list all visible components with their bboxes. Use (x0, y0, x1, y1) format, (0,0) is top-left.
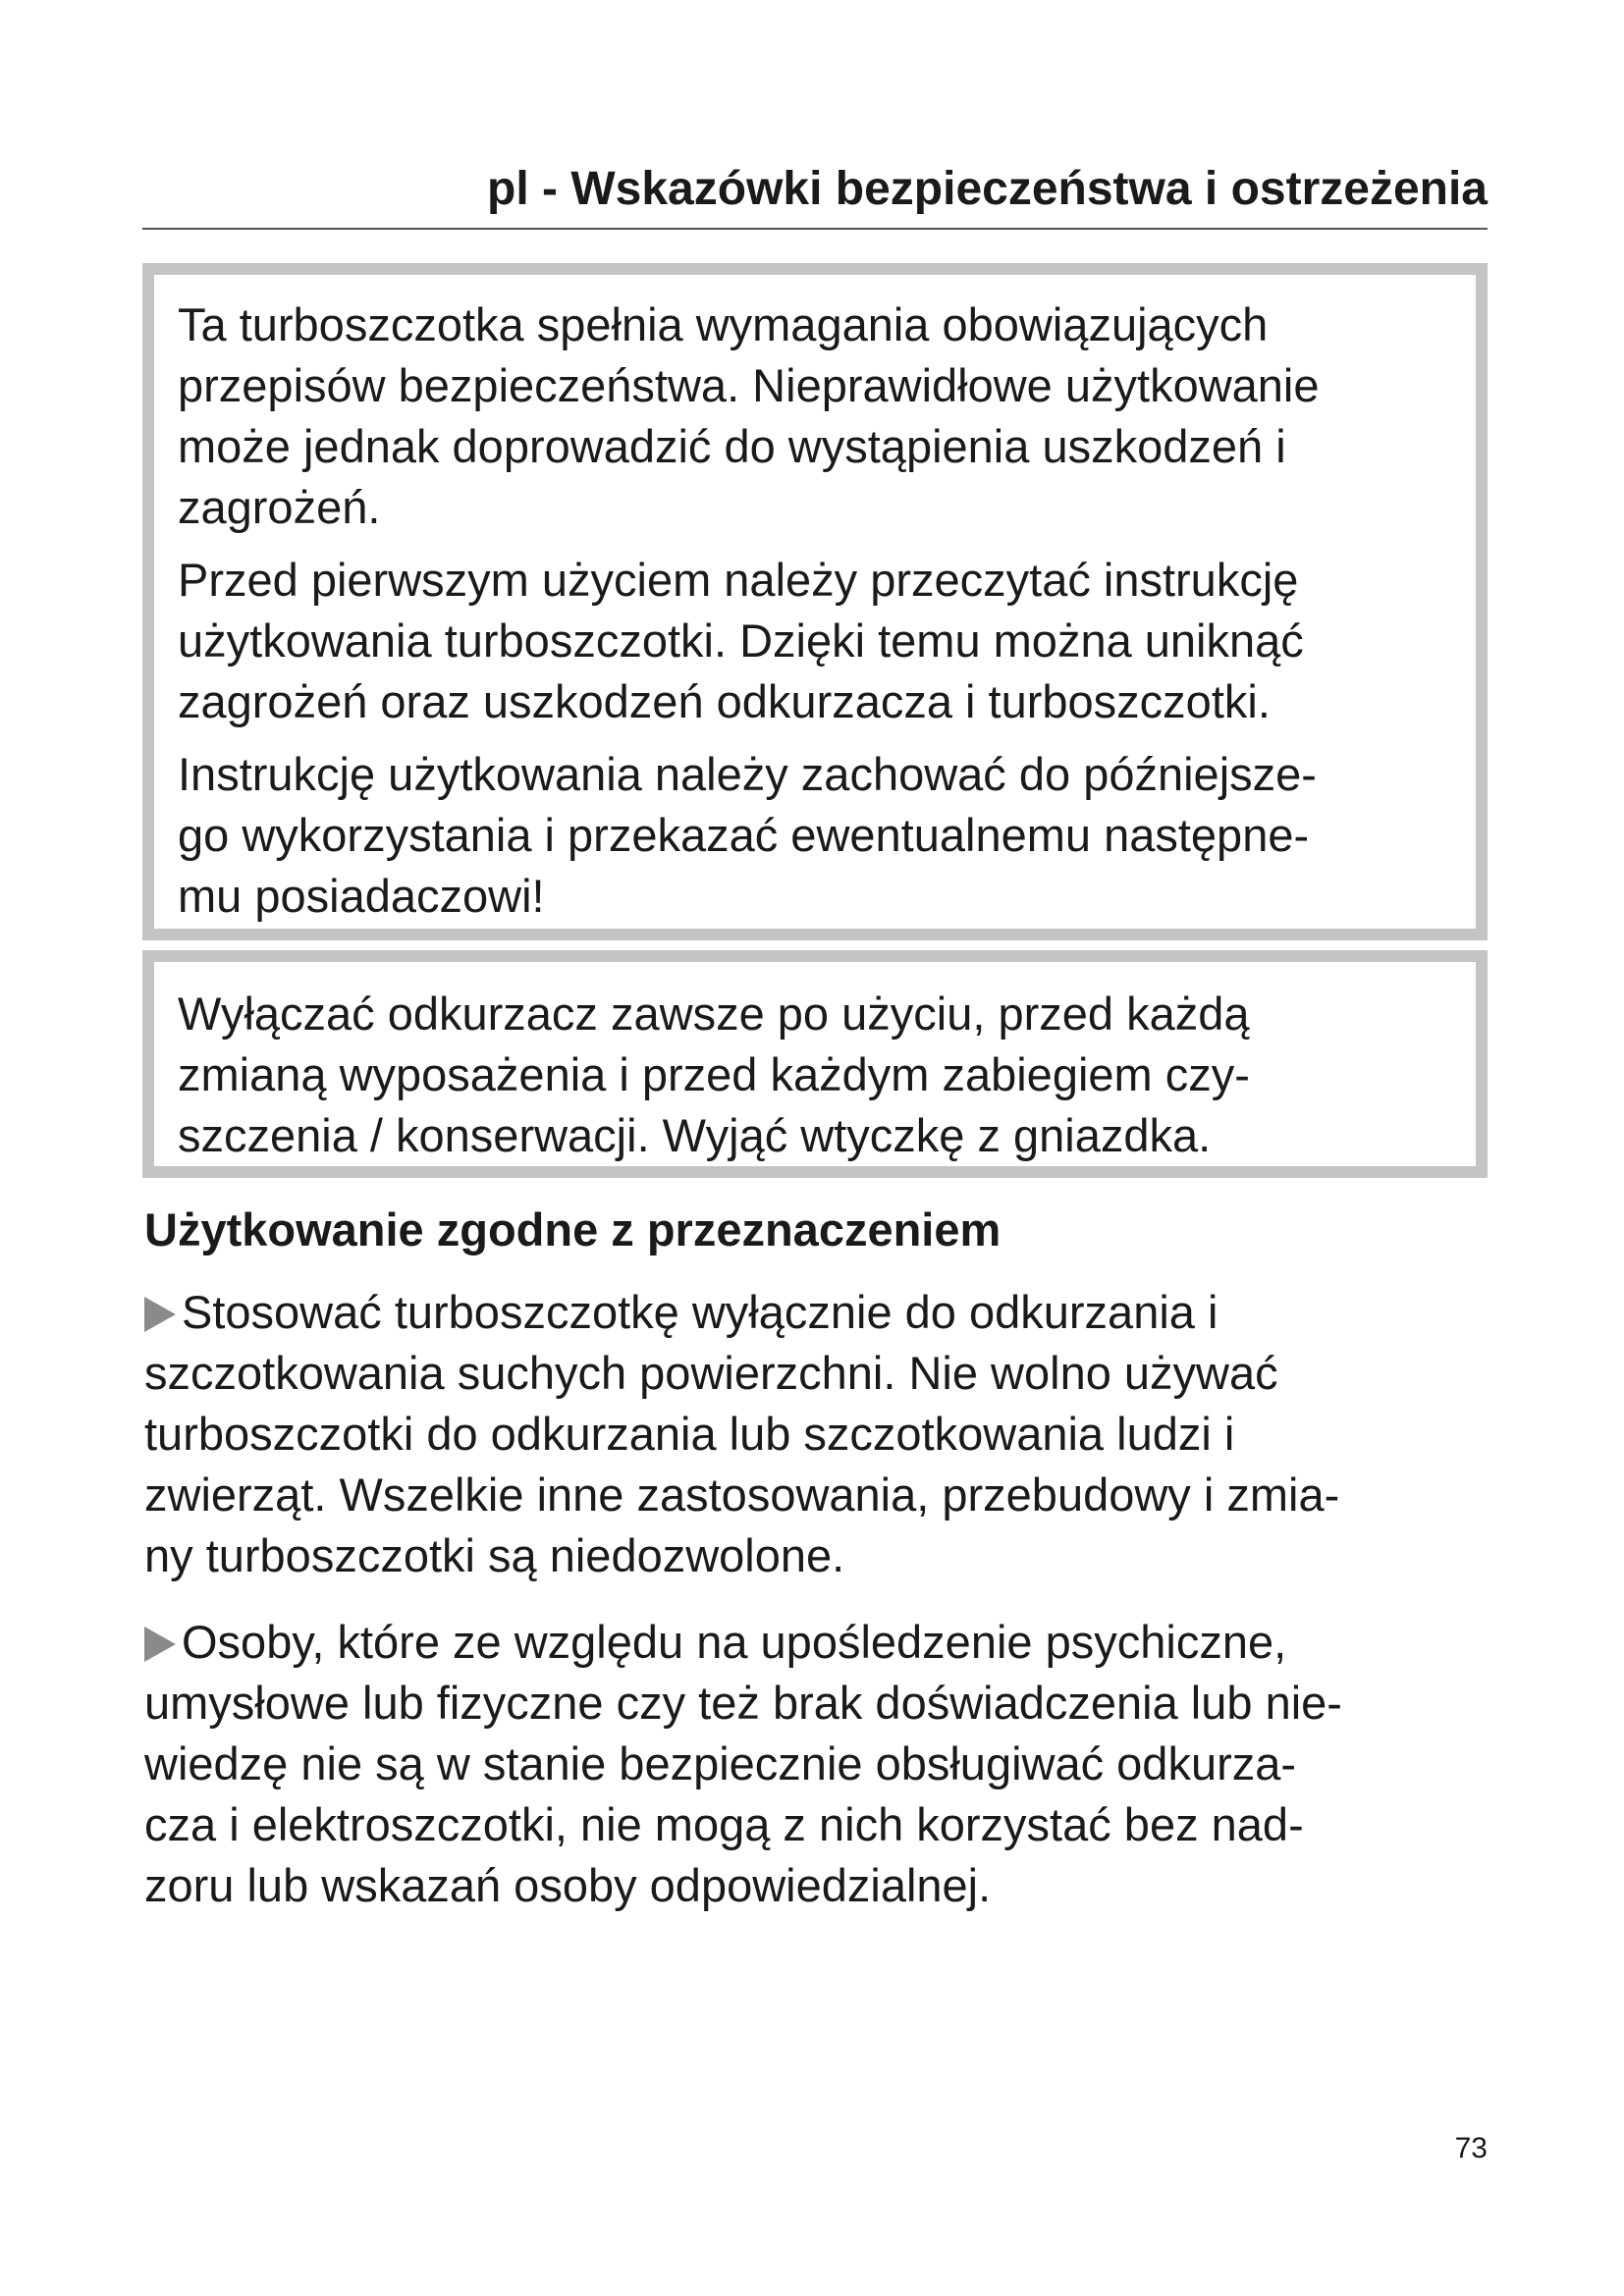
section-heading: Użytkowanie zgodne z przeznaczeniem (144, 1203, 1001, 1255)
warning-paragraph: Wyłączać odkurzacz zawsze po użyciu, przed każdą zmianą wyposażenia i przed każdym zabiegiem czy- szczenia / konserwacji. Wyjąć wtyczkę z gniazdka. (178, 988, 1250, 1161)
bullet-arrow-icon (144, 1297, 176, 1332)
supervision-item: Osoby, które ze względu na upośledzenie psychiczne, umysłowe lub fizyczne czy też brak doświadczenia lub nie- wiedzę nie są w stanie bezpiecznie obsługiwać odkurza- cza i elektroszczotki, nie mogą z nich korzystać bez nad- zoru lub wskazań osoby odpowiedzialnej. (144, 1616, 1342, 1911)
unplug-warning-box (142, 950, 1488, 1178)
safety-notice-box (142, 263, 1488, 940)
bullet-arrow-icon (144, 1627, 176, 1662)
page-number: 73 (1454, 2132, 1488, 2164)
notice-paragraph: Przed pierwszym użyciem należy przeczytać instrukcję użytkowania turboszczotki. Dzięki temu można uniknąć zagrożeń oraz uszkodzeń odkurzacza i turboszczotki. (178, 554, 1304, 727)
notice-paragraph: Ta turboszczotka spełnia wymagania obowiązujących przepisów bezpieczeństwa. Nieprawidłowe użytkowanie może jednak doprowadzić do wystąpienia uszkodzeń i zagrożeń. (178, 298, 1320, 533)
page-title: pl - Wskazówki bezpieczeństwa i ostrzeżenia (487, 163, 1488, 215)
intended-use-item: Stosować turboszczotkę wyłącznie do odkurzania i szczotkowania suchych powierzchni. Nie wolno używać turboszczotki do odkurzania lub szczotkowania ludzi i zwierząt. Wszelkie inne zastosowania, przebudowy i zmia- ny turboszczotki są niedozwolone. (144, 1286, 1340, 1581)
notice-paragraph: Instrukcję użytkowania należy zachować do późniejsze- go wykorzystania i przekazać ewentualnemu następne- mu posiadaczowi! (178, 748, 1317, 922)
page-header (142, 157, 1488, 230)
